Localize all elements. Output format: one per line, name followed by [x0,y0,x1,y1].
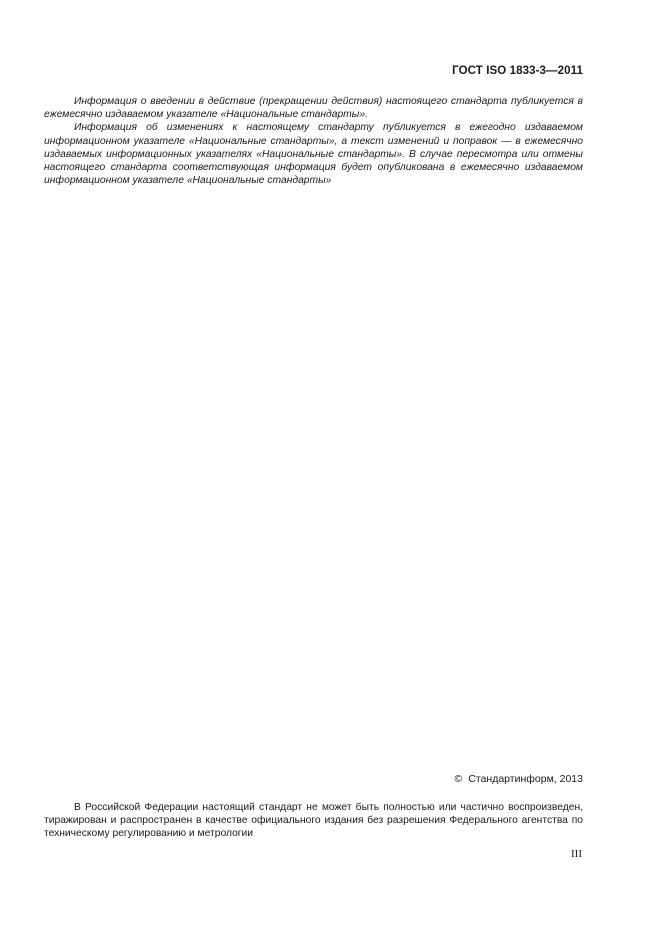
info-paragraph-changes: Информация об изменениях к настоящему стандарту публикуется в ежегодно издаваемом информационном указателе «Национальные стандарты», а текст изменений и поправок — в ежемесячно издаваемых информационных указателях «Национальные стандарты». В случае пересмотра или отмены настоящего стандарта соответствующая информация будет опубликована в ежемесячно издаваемом информационном указателе «Национальные стандарты» [44,122,583,187]
copyright-text: Стандартинформ, 2013 [468,773,583,785]
info-paragraph-introduction: Информация о введении в действие (прекращении действия) настоящего стандарта публикуется в ежемесячно издаваемом указателе «Национальные стандарты». [44,96,583,121]
legal-notice [44,801,583,841]
copyright-line [455,773,583,785]
page-number: III [571,848,582,860]
standard-code: ГОСТ ISO 1833-3—2011 [452,65,583,77]
publication-info [44,95,583,187]
copyright-symbol: © [454,773,463,785]
legal-notice-text: В Российской Федерации настоящий стандарт не может быть полностью или частично воспроизведен, тиражирован и распространен в качестве официального издания без разрешения Федерального агентства по техническому регулированию и метрологии [44,802,583,840]
